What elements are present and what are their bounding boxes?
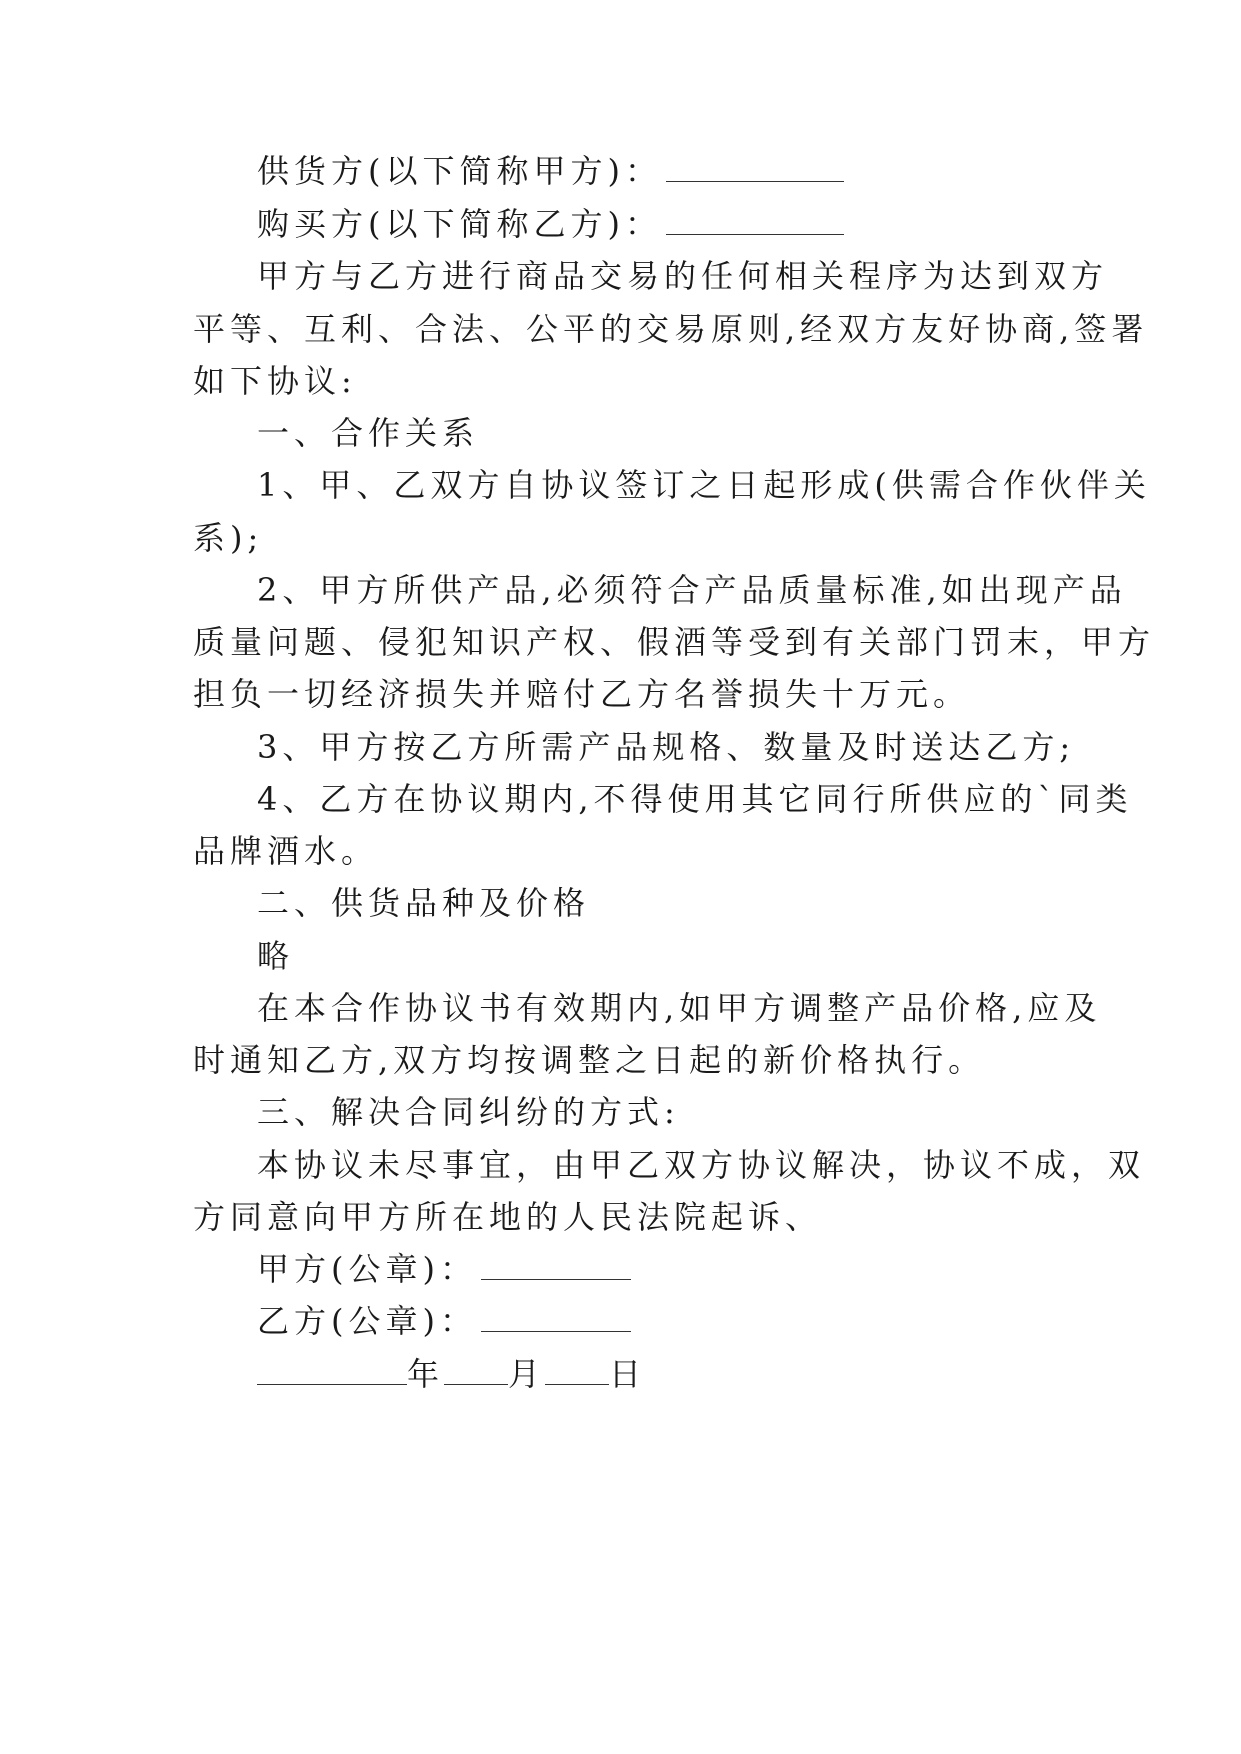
section1-title: 一、合作关系 [257, 414, 480, 452]
dispute-line-1: 本协议未尽事宜，由甲乙双方协议解决，协议不成，双 [257, 1146, 1146, 1184]
clause4-line-1: 4、乙方在协议期内,不得使用其它同行所供应的`同类 [257, 780, 1133, 818]
sign-a-label: 甲方(公章)： [257, 1250, 477, 1288]
party-a-label: 供货方(以下简称甲方)： [257, 152, 662, 190]
intro-line-3: 如下协议: [193, 362, 357, 400]
dispute-line-2: 方同意向甲方所在地的人民法院起诉、 [193, 1198, 823, 1236]
month-blank[interactable] [444, 1358, 508, 1385]
section3-title: 三、解决合同纠纷的方式: [257, 1093, 680, 1131]
sign-a-line [257, 1249, 1117, 1289]
price-adjust-line-1: 在本合作协议书有效期内,如甲方调整产品价格,应及 [257, 989, 1102, 1027]
clause2-line-1: 2、甲方所供产品,必须符合产品质量标准,如出现产品 [257, 571, 1127, 609]
price-adjust-line-2: 时通知乙方,双方均按调整之日起的新价格执行。 [193, 1041, 986, 1079]
intro-line-2: 平等、互利、合法、公平的交易原则,经双方友好协商,签署 [193, 310, 1149, 348]
clause1-line-1: 1、甲、乙双方自协议签订之日起形成(供需合作伙伴关 [257, 466, 1151, 504]
section2-body: 略 [257, 937, 295, 975]
sign-b-label: 乙方(公章)： [257, 1302, 477, 1340]
month-label: 月 [508, 1355, 546, 1393]
intro-line-1: 甲方与乙方进行商品交易的任何相关程序为达到双方 [257, 257, 1109, 295]
clause1-line-2: 系); [193, 519, 264, 557]
day-blank[interactable] [545, 1358, 609, 1385]
section2-title: 二、供货品种及价格 [257, 884, 591, 922]
party-a-blank[interactable] [666, 155, 844, 182]
clause2-line-2: 质量问题、侵犯知识产权、假酒等受到有关部门罚末，甲方 [193, 623, 1156, 661]
party-a-line [257, 151, 1117, 191]
clause2-line-3: 担负一切经济损失并赔付乙方名誉损失十万元。 [193, 675, 971, 713]
sign-b-line [257, 1301, 1117, 1341]
day-label: 日 [609, 1355, 647, 1393]
party-b-blank[interactable] [666, 208, 844, 235]
year-label: 年 [407, 1355, 445, 1393]
clause3-line: 3、甲方按乙方所需产品规格、数量及时送达乙方; [257, 728, 1076, 766]
clause4-line-2: 品牌酒水。 [193, 832, 379, 870]
date-line [257, 1354, 1117, 1394]
year-blank[interactable] [257, 1358, 407, 1385]
party-b-label: 购买方(以下简称乙方)： [257, 205, 662, 243]
sign-b-blank[interactable] [481, 1305, 631, 1332]
party-b-line [257, 204, 1117, 244]
sign-a-blank[interactable] [481, 1253, 631, 1280]
